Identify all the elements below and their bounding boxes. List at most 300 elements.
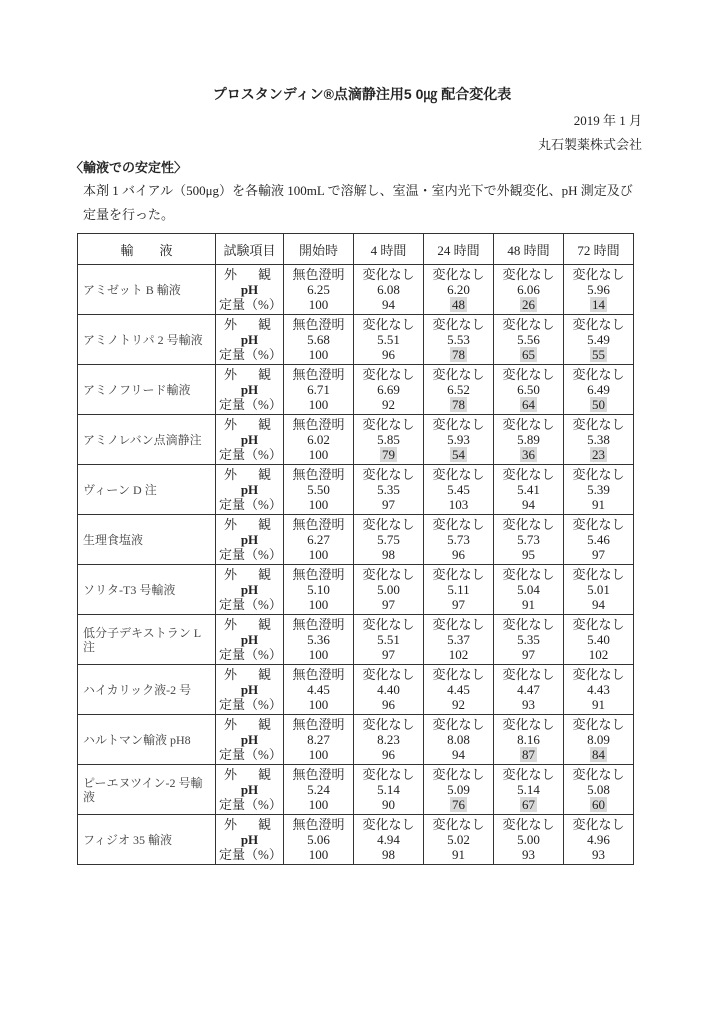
test-item-quant: 定量（%） [219, 447, 282, 463]
result-cell [494, 715, 564, 765]
quant-line [284, 297, 353, 312]
result-cell [564, 565, 634, 615]
ph-value: 6.71 [307, 381, 330, 397]
test-items-cell [216, 365, 284, 415]
header-start: 開始時 [284, 234, 354, 265]
ph-value: 6.20 [447, 281, 470, 297]
result-cell [354, 715, 424, 765]
test-items-cell [216, 515, 284, 565]
quant-line [564, 797, 633, 812]
header-infusion: 輸 液 [78, 234, 216, 265]
test-item-appearance: 外 観 [223, 616, 275, 632]
ph-value: 4.40 [377, 681, 400, 697]
quant-value: 91 [522, 597, 535, 613]
quant-line [564, 597, 633, 612]
quant-value: 97 [382, 647, 395, 663]
appearance-value: 変化なし [502, 416, 555, 432]
quant-value: 55 [592, 347, 605, 363]
quant-value: 91 [592, 497, 605, 513]
ph-value: 8.27 [307, 731, 330, 747]
quant-line [564, 297, 633, 312]
result-cell [354, 365, 424, 415]
quant-value: 90 [382, 797, 395, 813]
quant-line [284, 847, 353, 862]
table-row [78, 815, 634, 865]
test-item-appearance: 外 観 [223, 416, 275, 432]
test-item-ph: pH [240, 431, 259, 447]
ph-value: 5.08 [587, 781, 610, 797]
result-cell [354, 465, 424, 515]
appearance-value: 変化なし [432, 566, 485, 582]
appearance-value: 変化なし [572, 466, 625, 482]
quant-value: 93 [522, 697, 535, 713]
quant-line [494, 397, 563, 412]
test-item-appearance: 外 観 [223, 666, 275, 682]
quant-value: 93 [522, 847, 535, 863]
test-items-cell [216, 565, 284, 615]
result-cell [284, 615, 354, 665]
result-cell [494, 565, 564, 615]
quant-line [424, 397, 493, 412]
ph-value: 8.09 [587, 731, 610, 747]
appearance-value: 無色澄明 [292, 566, 345, 582]
infusion-name: アミノフリード輸液 [78, 365, 216, 415]
quant-line [354, 297, 423, 312]
quant-line [354, 397, 423, 412]
appearance-value: 変化なし [362, 816, 415, 832]
quant-line [354, 847, 423, 862]
appearance-value: 無色澄明 [292, 816, 345, 832]
quant-value: 76 [452, 797, 465, 813]
table-row [78, 765, 634, 815]
quant-line [354, 347, 423, 362]
result-cell [284, 415, 354, 465]
quant-line [284, 447, 353, 462]
quant-value: 98 [382, 847, 395, 863]
ph-value: 5.02 [447, 831, 470, 847]
ph-value: 6.25 [307, 281, 330, 297]
ph-value: 5.51 [377, 631, 400, 647]
table-row [78, 515, 634, 565]
quant-value: 100 [308, 347, 329, 363]
infusion-name: ハルトマン輸液 pH8 [78, 715, 216, 765]
quant-value: 14 [592, 297, 605, 313]
quant-value: 100 [308, 597, 329, 613]
appearance-value: 変化なし [362, 616, 415, 632]
test-item-quant: 定量（%） [219, 297, 282, 313]
ph-value: 4.43 [587, 681, 610, 697]
quant-value: 100 [308, 697, 329, 713]
quant-line [284, 697, 353, 712]
table-row [78, 415, 634, 465]
quant-value: 98 [382, 547, 395, 563]
result-cell [354, 615, 424, 665]
result-cell [354, 415, 424, 465]
appearance-value: 無色澄明 [292, 366, 345, 382]
result-cell [564, 815, 634, 865]
result-cell [494, 765, 564, 815]
test-items-cell [216, 715, 284, 765]
quant-line [424, 747, 493, 762]
quant-value: 100 [308, 797, 329, 813]
quant-line [354, 547, 423, 562]
result-cell [564, 365, 634, 415]
result-cell [284, 765, 354, 815]
result-cell [424, 515, 494, 565]
result-cell [284, 465, 354, 515]
appearance-value: 変化なし [432, 766, 485, 782]
test-item-quant: 定量（%） [219, 747, 282, 763]
ph-value: 5.24 [307, 781, 330, 797]
infusion-name: フィジオ 35 輸液 [78, 815, 216, 865]
appearance-value: 変化なし [362, 516, 415, 532]
ph-value: 5.35 [517, 631, 540, 647]
test-item-ph: pH [240, 331, 259, 347]
quant-line [494, 797, 563, 812]
quant-line [284, 397, 353, 412]
appearance-value: 変化なし [572, 266, 625, 282]
appearance-value: 変化なし [502, 366, 555, 382]
ph-value: 4.47 [517, 681, 540, 697]
quant-line [494, 697, 563, 712]
quant-value: 94 [522, 497, 535, 513]
quant-value: 100 [308, 847, 329, 863]
test-item-ph: pH [240, 781, 259, 797]
ph-value: 5.36 [307, 631, 330, 647]
quant-line [284, 347, 353, 362]
quant-line [564, 397, 633, 412]
result-cell [424, 565, 494, 615]
result-cell [564, 765, 634, 815]
test-item-appearance: 外 観 [223, 566, 275, 582]
quant-value: 36 [522, 447, 535, 463]
ph-value: 5.40 [587, 631, 610, 647]
appearance-value: 変化なし [502, 466, 555, 482]
result-cell [354, 665, 424, 715]
quant-line [494, 297, 563, 312]
appearance-value: 変化なし [572, 716, 625, 732]
quant-line [354, 747, 423, 762]
quant-value: 23 [592, 447, 605, 463]
ph-value: 8.23 [377, 731, 400, 747]
infusion-name: ピーエヌツイン-2 号輸液 [78, 765, 216, 815]
ph-value: 5.01 [587, 581, 610, 597]
company-name: 丸石製薬株式会社 [537, 137, 642, 152]
quant-line [494, 497, 563, 512]
result-cell [424, 715, 494, 765]
test-item-ph: pH [240, 281, 259, 297]
ph-value: 5.41 [517, 481, 540, 497]
ph-value: 5.75 [377, 531, 400, 547]
quant-line [564, 747, 633, 762]
quant-line [564, 497, 633, 512]
result-cell [424, 665, 494, 715]
quant-line [354, 447, 423, 462]
quant-value: 100 [308, 397, 329, 413]
result-cell [564, 415, 634, 465]
ph-value: 6.69 [377, 381, 400, 397]
result-cell [424, 415, 494, 465]
result-cell [284, 815, 354, 865]
result-cell [494, 515, 564, 565]
appearance-value: 変化なし [502, 566, 555, 582]
test-item-quant: 定量（%） [219, 797, 282, 813]
infusion-name: ハイカリック液-2 号 [78, 665, 216, 715]
test-item-quant: 定量（%） [219, 597, 282, 613]
test-item-appearance: 外 観 [223, 266, 275, 282]
appearance-value: 変化なし [502, 716, 555, 732]
appearance-value: 変化なし [572, 516, 625, 532]
quant-line [354, 797, 423, 812]
result-cell [354, 515, 424, 565]
quant-value: 64 [522, 397, 535, 413]
result-cell [424, 765, 494, 815]
ph-value: 6.27 [307, 531, 330, 547]
quant-line [424, 797, 493, 812]
appearance-value: 変化なし [432, 616, 485, 632]
test-items-cell [216, 315, 284, 365]
quant-value: 95 [522, 547, 535, 563]
quant-value: 79 [382, 447, 395, 463]
test-item-appearance: 外 観 [223, 816, 275, 832]
test-item-ph: pH [240, 631, 259, 647]
quant-line [284, 547, 353, 562]
result-cell [564, 515, 634, 565]
result-cell [284, 265, 354, 315]
appearance-value: 無色澄明 [292, 716, 345, 732]
result-cell [424, 615, 494, 665]
infusion-name: ソリタ-T3 号輸液 [78, 565, 216, 615]
ph-value: 5.96 [587, 281, 610, 297]
appearance-value: 変化なし [432, 316, 485, 332]
ph-value: 5.00 [377, 581, 400, 597]
ph-value: 6.02 [307, 431, 330, 447]
ph-value: 5.46 [587, 531, 610, 547]
quant-line [284, 647, 353, 662]
ph-value: 5.39 [587, 481, 610, 497]
quant-line [494, 747, 563, 762]
appearance-value: 変化なし [572, 616, 625, 632]
quant-value: 100 [308, 497, 329, 513]
quant-line [564, 347, 633, 362]
quant-line [494, 847, 563, 862]
appearance-value: 変化なし [502, 516, 555, 532]
ph-value: 5.10 [307, 581, 330, 597]
quant-line [424, 647, 493, 662]
test-item-quant: 定量（%） [219, 547, 282, 563]
ph-value: 5.73 [517, 531, 540, 547]
quant-value: 97 [452, 597, 465, 613]
ph-value: 8.08 [447, 731, 470, 747]
appearance-value: 変化なし [502, 616, 555, 632]
result-cell [494, 615, 564, 665]
appearance-value: 変化なし [572, 366, 625, 382]
result-cell [284, 315, 354, 365]
description-text: 本剤 1 バイアル（500μg）を各輸液 100mL で溶解し、室温・室内光下で外観変化、pH 測定及び定量を行った。 [83, 183, 633, 222]
test-item-appearance: 外 観 [223, 316, 275, 332]
appearance-value: 変化なし [572, 316, 625, 332]
result-cell [354, 765, 424, 815]
test-item-quant: 定量（%） [219, 647, 282, 663]
ph-value: 5.68 [307, 331, 330, 347]
infusion-name: 生理食塩液 [78, 515, 216, 565]
ph-value: 5.51 [377, 331, 400, 347]
quant-value: 48 [452, 297, 465, 313]
result-cell [494, 665, 564, 715]
quant-value: 54 [452, 447, 465, 463]
test-item-quant: 定量（%） [219, 697, 282, 713]
header-4h: 4 時間 [354, 234, 424, 265]
table-row [78, 615, 634, 665]
appearance-value: 変化なし [572, 566, 625, 582]
appearance-value: 変化なし [432, 466, 485, 482]
quant-value: 97 [522, 647, 535, 663]
document-title: プロスタンディン®点滴静注用5 0㎍ 配合変化表 [212, 86, 512, 102]
appearance-value: 変化なし [572, 766, 625, 782]
compatibility-table [77, 233, 634, 865]
test-item-appearance: 外 観 [223, 716, 275, 732]
appearance-value: 変化なし [362, 466, 415, 482]
result-cell [494, 365, 564, 415]
quant-value: 100 [308, 747, 329, 763]
quant-line [494, 447, 563, 462]
result-cell [284, 515, 354, 565]
quant-value: 78 [452, 347, 465, 363]
quant-value: 100 [308, 647, 329, 663]
table-row [78, 265, 634, 315]
quant-value: 100 [308, 547, 329, 563]
quant-value: 96 [382, 697, 395, 713]
result-cell [354, 565, 424, 615]
appearance-value: 変化なし [362, 666, 415, 682]
quant-line [354, 697, 423, 712]
ph-value: 4.45 [307, 681, 330, 697]
test-item-appearance: 外 観 [223, 466, 275, 482]
table-row [78, 565, 634, 615]
quant-value: 94 [382, 297, 395, 313]
quant-value: 91 [592, 697, 605, 713]
result-cell [494, 465, 564, 515]
result-cell [564, 265, 634, 315]
ph-value: 5.04 [517, 581, 540, 597]
result-cell [424, 315, 494, 365]
quant-value: 26 [522, 297, 535, 313]
quant-line [424, 347, 493, 362]
document-date: 2019 年 1 月 [573, 113, 642, 128]
ph-value: 5.89 [517, 431, 540, 447]
appearance-value: 無色澄明 [292, 266, 345, 282]
result-cell [284, 665, 354, 715]
quant-value: 94 [592, 597, 605, 613]
test-items-cell [216, 665, 284, 715]
test-items-cell [216, 265, 284, 315]
appearance-value: 変化なし [432, 416, 485, 432]
test-item-quant: 定量（%） [219, 347, 282, 363]
quant-line [424, 597, 493, 612]
appearance-value: 無色澄明 [292, 466, 345, 482]
result-cell [564, 615, 634, 665]
test-item-appearance: 外 観 [223, 766, 275, 782]
appearance-value: 変化なし [362, 266, 415, 282]
ph-value: 5.93 [447, 431, 470, 447]
appearance-value: 変化なし [432, 366, 485, 382]
quant-line [564, 547, 633, 562]
ph-value: 4.96 [587, 831, 610, 847]
test-item-ph: pH [240, 481, 259, 497]
ph-value: 6.08 [377, 281, 400, 297]
quant-value: 84 [592, 747, 605, 763]
table-row [78, 715, 634, 765]
ph-value: 5.11 [447, 581, 470, 597]
ph-value: 6.52 [447, 381, 470, 397]
test-item-ph: pH [240, 581, 259, 597]
quant-line [494, 647, 563, 662]
result-cell [564, 665, 634, 715]
appearance-value: 変化なし [432, 516, 485, 532]
infusion-name: アミゼット B 輸液 [78, 265, 216, 315]
appearance-value: 変化なし [362, 766, 415, 782]
result-cell [284, 365, 354, 415]
result-cell [424, 365, 494, 415]
quant-line [564, 697, 633, 712]
result-cell [494, 415, 564, 465]
result-cell [494, 315, 564, 365]
result-cell [494, 815, 564, 865]
appearance-value: 変化なし [362, 366, 415, 382]
appearance-value: 無色澄明 [292, 616, 345, 632]
quant-line [424, 297, 493, 312]
quant-line [424, 847, 493, 862]
result-cell [354, 315, 424, 365]
quant-value: 91 [452, 847, 465, 863]
quant-line [424, 447, 493, 462]
quant-value: 78 [452, 397, 465, 413]
quant-value: 102 [588, 647, 609, 663]
quant-value: 97 [592, 547, 605, 563]
test-item-ph: pH [240, 731, 259, 747]
infusion-name: アミノレバン点滴静注 [78, 415, 216, 465]
result-cell [284, 565, 354, 615]
quant-line [284, 747, 353, 762]
test-item-ph: pH [240, 831, 259, 847]
quant-value: 92 [382, 397, 395, 413]
quant-line [564, 647, 633, 662]
appearance-value: 変化なし [572, 416, 625, 432]
appearance-value: 変化なし [362, 316, 415, 332]
ph-value: 5.14 [517, 781, 540, 797]
appearance-value: 変化なし [502, 266, 555, 282]
quant-value: 96 [452, 547, 465, 563]
result-cell [284, 715, 354, 765]
quant-value: 92 [452, 697, 465, 713]
quant-line [424, 497, 493, 512]
appearance-value: 変化なし [572, 666, 625, 682]
quant-value: 94 [452, 747, 465, 763]
quant-value: 100 [308, 297, 329, 313]
quant-line [284, 597, 353, 612]
quant-value: 50 [592, 397, 605, 413]
quant-line [424, 547, 493, 562]
ph-value: 4.94 [377, 831, 400, 847]
infusion-name: 低分子デキストラン L 注 [78, 615, 216, 665]
quant-value: 100 [308, 447, 329, 463]
quant-line [564, 447, 633, 462]
ph-value: 5.45 [447, 481, 470, 497]
quant-line [564, 847, 633, 862]
test-item-quant: 定量（%） [219, 847, 282, 863]
result-cell [354, 815, 424, 865]
quant-value: 67 [522, 797, 535, 813]
